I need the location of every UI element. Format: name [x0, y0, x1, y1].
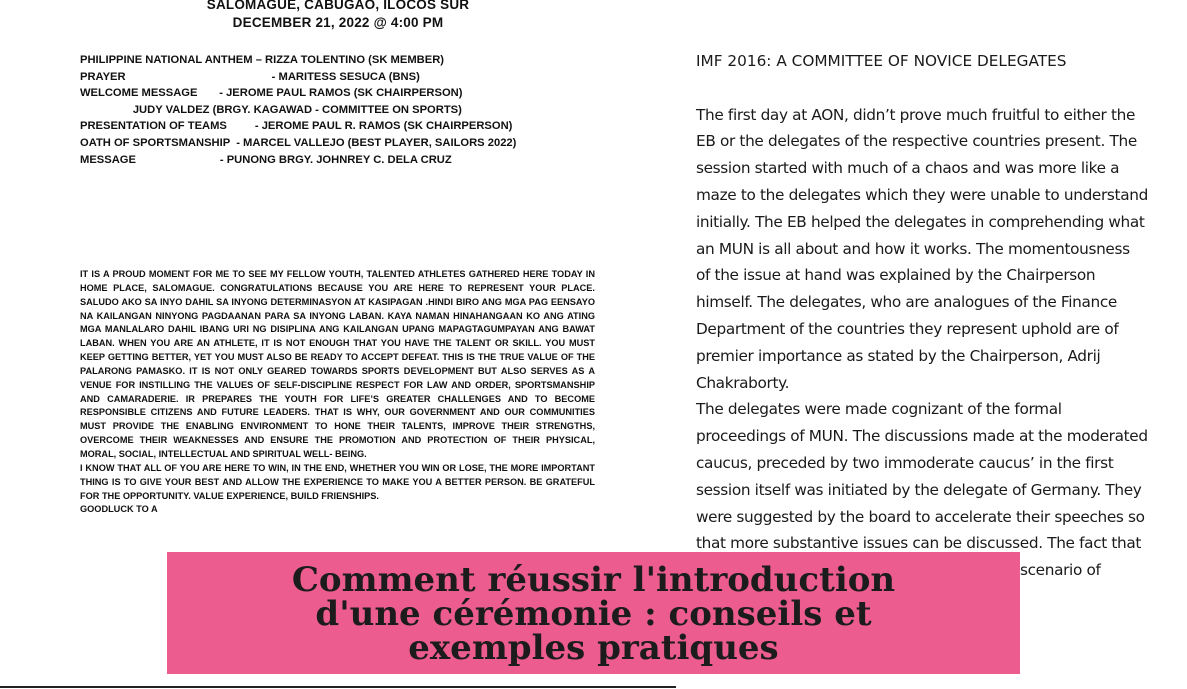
message-paragraph: I KNOW THAT ALL OF YOU ARE HERE TO WIN, IN THE END, WHETHER YOU WIN OR LOSE, THE MORE IMPORTANT THING IS TO GIVE YOUR BEST AND ALLOW THE EXPERIENCE TO MAKE YOU A BETTER PERSON. BE GRATEFUL FOR THE OPPORTUNITY. VALUE EXPERIENCE, BUILD FRIENSHIPS. [80, 462, 595, 501]
article-line: session started with much of a chaos and was more like a [696, 159, 1120, 178]
program-item: WELCOME MESSAGE - JEROME PAUL RAMOS (SK CHAIRPERSON) [80, 87, 463, 100]
venue-line: SALOMAGUE, CABUGAO, ILOCOS SUR [206, 0, 470, 12]
banner-title-line: d'une cérémonie : conseils et [315, 594, 872, 634]
article-title: IMF 2016: A COMMITTEE OF NOVICE DELEGATES [696, 52, 1067, 70]
program-item: OATH OF SPORTSMANSHIP - MARCEL VALLEJO (BEST PLAYER, SAILORS 2022) [80, 136, 517, 149]
article-line: Chakraborty. [696, 373, 790, 392]
article-line: were suggested by the board to accelerate their speeches so [696, 507, 1145, 526]
article-line: The first day at AON, didn’t prove much fruitful to either the [696, 105, 1136, 124]
program-item: MESSAGE - PUNONG BRGY. JOHNREY C. DELA CRUZ [80, 153, 452, 166]
program-item: PHILIPPINE NATIONAL ANTHEM – RIZZA TOLENTINO (SK MEMBER) [80, 54, 445, 66]
program-item: PRESENTATION OF TEAMS - JEROME PAUL R. RAMOS (SK CHAIRPERSON) [80, 120, 513, 133]
banner-title-line: exemples pratiques [408, 628, 779, 668]
article-line: Department of the countries they represent uphold are of [696, 319, 1119, 338]
article-line: session itself was initiated by the delegate of Germany. They [696, 480, 1142, 499]
article-line: that more substantive issues can be discussed. The fact that [696, 534, 1142, 553]
article-line: scenario of [1020, 561, 1101, 580]
article-line: The delegates were made cognizant of the formal [696, 400, 1062, 419]
message-paragraph: GOODLUCK TO A [80, 504, 158, 515]
article-line: premier importance as stated by the Chairperson, Adrij [696, 346, 1101, 365]
welcome-message [80, 268, 595, 517]
program-item: JUDY VALDEZ (BRGY. KAGAWAD - COMMITTEE ON SPORTS) [80, 103, 462, 116]
article-line: caucus, preceded by two immoderate caucus’ in the first [696, 453, 1114, 472]
message-paragraph: IT IS A PROUD MOMENT FOR ME TO SEE MY FELLOW YOUTH, TALENTED ATHLETES GATHERED HERE TODAY IN HOME PLACE, SALOMAGUE. CONGRATULATIONS BECAUSE YOU ARE HERE TO REPRESENT YOUR PLACE. SALUDO AKO SA INYO DAHIL SA INYONG DETERMINASYON AT KASIPAGAN .HINDI BIRO ANG MGA PAG EENSAYO NA KAILANGAN NINYONG PAGDAANAN PARA SA INYONG LABAN. KAYA NAMAN HINAHANGAAN KO ANG ATING MGA MANLALARO DAHIL IBANG URI NG DISIPLINA ANG KAILANGAN UPANG MAPAGTAGUMPAYAN ANG BAWAT LABAN. WHEN YOU ARE AN ATHLETE, IT IS NOT ENOUGH THAT YOU HAVE THE TALENT OR SKILL. YOU MUST KEEP GETTING BETTER, YET YOU MUST ALSO BE READY TO ACCEPT DEFEAT. THIS IS THE TRUE VALUE OF THE PALARONG PAMASKO. IT IS NOT ONLY GEARED TOWARDS SPORTS DEVELOPMENT BUT ALSO SERVES AS A VENUE FOR INSTILLING THE VALUES OF SELF-DISCIPLINE RESPECT FOR LAW AND ORDER, SPORTSMANSHIP AND CAMARADERIE. IR PREPARES THE YOUTH FOR LIFE’S GREATER CHALLENGES AND TO BECOME RESPONSIBLE CITIZENS AND FUTURE LEADERS. THAT IS WHY, OUR GOVERNMENT AND OUR COMMUNITIES MUST PROVIDE THE ENABLING ENVIRONMENT TO HONE THEIR TALENTS, IMPROVE THEIR STRENGTHS, OVERCOME THEIR WEAKNESSES AND ENSURE THE PROMOTION AND PROTECTION OF THEIR PHYSICAL, MORAL, SOCIAL, INTELLECTUAL AND SPIRITUAL WELL- BEING. [80, 269, 595, 459]
article-line: EB or the delegates of the respective countries present. The [696, 132, 1137, 151]
article-line: of the issue at hand was explained by the Chairperson [696, 266, 1096, 285]
title-banner [167, 552, 1020, 674]
mun-article [696, 48, 1166, 584]
banner-title-line: Comment réussir l'introduction [291, 560, 896, 600]
article-line: maze to the delegates which they were unable to understand [696, 185, 1148, 204]
banner-title [284, 560, 904, 668]
date-line: DECEMBER 21, 2022 @ 4:00 PM [232, 15, 444, 30]
program-list [80, 52, 640, 168]
article-line: an MUN is all about and how it works. The momentousness [696, 239, 1130, 258]
program-item: PRAYER - MARITESS SESUCA (BNS) [80, 70, 420, 83]
article-line: proceedings of MUN. The discussions made at the moderated [696, 427, 1148, 446]
article-line: initially. The EB helped the delegates in comprehending what [696, 212, 1145, 231]
bottom-divider [0, 686, 676, 688]
article-line: himself. The delegates, who are analogues of the Finance [696, 293, 1117, 312]
